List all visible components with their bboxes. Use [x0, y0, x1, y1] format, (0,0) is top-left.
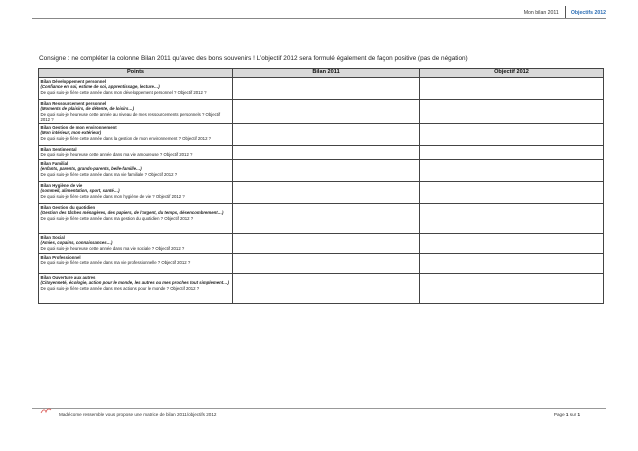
row-question: De quoi suis-je heureuse cette année dans ma vie amoureuse ? Objectif 2012 ?: [40, 152, 193, 157]
header-title: Mon bilan 2011: [523, 10, 559, 16]
table-row: [39, 100, 604, 124]
bilan-cell[interactable]: [233, 124, 420, 146]
points-cell: [39, 100, 233, 124]
header-subtitle: Objectifs 2012: [565, 6, 606, 19]
row-subtitle: (Gestion des tâches ménagères, des papiers, de l’argent, du temps, désencombrement…): [40, 210, 224, 215]
points-cell: [39, 254, 233, 274]
points-cell: [39, 146, 233, 160]
points-cell: [39, 204, 233, 234]
row-question: De quoi suis-je fière cette année dans la gestion de mon environnement ? Objectif 2012 ?: [40, 135, 212, 141]
table-row: [39, 204, 604, 234]
brand-logo-icon: [40, 407, 52, 415]
row-title: Bilan Sentimental: [40, 146, 77, 152]
bilan-cell[interactable]: [233, 182, 420, 204]
bilan-cell[interactable]: [233, 146, 420, 160]
table-row: [39, 254, 604, 274]
header-divider: [32, 18, 606, 19]
table-row: [39, 182, 604, 204]
table-row: [39, 124, 604, 146]
instruction-text: Consigne : ne compléter la colonne Bilan 2011 qu’avec des bons souvenirs ! L’objectif 2012 sera formulé également de façon positive (pas de négation): [39, 55, 468, 62]
column-header-points: Points: [39, 69, 233, 78]
column-header-objectif: Objectif 2012: [420, 69, 604, 78]
table-row: [39, 160, 604, 182]
column-header-bilan: Bilan 2011: [233, 69, 420, 78]
points-cell: [39, 78, 233, 100]
row-question: De quoi suis-je heureuse cette année au niveau de mes ressourcements personnels ? Objectif 2012 ?: [40, 111, 221, 122]
row-title: Bilan Familial: [40, 160, 69, 166]
bilan-cell[interactable]: [233, 160, 420, 182]
objectif-cell[interactable]: [420, 100, 604, 124]
row-question: De quoi suis-je fière cette année dans mes actions pour le monde ? Objectif 2012 ?: [40, 285, 200, 291]
points-cell: [39, 274, 233, 304]
bilan-cell[interactable]: [233, 100, 420, 124]
row-title: Bilan Hygiène de vie: [40, 182, 83, 188]
row-question: De quoi suis-je fière cette année dans mon hygiène de vie ? Objectif 2012 ?: [40, 193, 185, 199]
row-subtitle: (Amies, copains, connaissances…): [40, 240, 113, 245]
row-subtitle: (Mon intérieur, mon extérieur): [40, 130, 102, 135]
objectif-cell[interactable]: [420, 124, 604, 146]
row-title: Bilan Gestion de mon environnement: [40, 124, 117, 130]
bilan-cell[interactable]: [233, 78, 420, 100]
objectif-cell[interactable]: [420, 254, 604, 274]
row-subtitle: (Confiance en soi, estime de soi, apprentissage, lecture…): [40, 84, 160, 89]
points-cell: [39, 160, 233, 182]
bilan-table: [38, 68, 604, 304]
table-row: [39, 274, 604, 304]
row-question: De quoi suis-je fière cette année dans ma gestion du quotidien ? Objectif 2012 ?: [40, 215, 194, 221]
row-subtitle: (enfants, parents, grands-parents, belle-famille…): [40, 166, 142, 171]
footer-divider: [32, 408, 606, 409]
row-title: Bilan Social: [40, 234, 65, 240]
bilan-cell[interactable]: [233, 274, 420, 304]
row-title: Bilan Ouverture aux autres: [40, 274, 96, 280]
table-header-row: [39, 69, 604, 78]
points-cell: [39, 124, 233, 146]
row-title: Bilan Professionnel: [40, 254, 81, 260]
table-row: [39, 78, 604, 100]
points-cell: [39, 182, 233, 204]
page-header: [524, 2, 606, 19]
bilan-cell[interactable]: [233, 204, 420, 234]
objectif-cell[interactable]: [420, 160, 604, 182]
row-subtitle: (sommeil, alimentation, sport, santé…): [40, 188, 120, 193]
objectif-cell[interactable]: [420, 78, 604, 100]
footer-credit: Madécome ressemble vous propose une matrice de bilan 2011/objectifs 2012: [59, 412, 217, 417]
row-title: Bilan Développement personnel: [40, 78, 106, 84]
row-subtitle: (Citoyenneté, écologie, action pour le monde, les autres ou mes proches tout simplement…): [40, 280, 229, 285]
objectif-cell[interactable]: [420, 182, 604, 204]
objectif-cell[interactable]: [420, 204, 604, 234]
row-question: De quoi suis-je fière cette année dans ma vie familiale ? Objectif 2012 ?: [40, 171, 178, 177]
row-subtitle: (Moments de plaisirs, de détente, de loisirs…): [40, 106, 135, 111]
row-title: Bilan Ressourcement personnel: [40, 100, 107, 106]
bilan-cell[interactable]: [233, 254, 420, 274]
objectif-cell[interactable]: [420, 274, 604, 304]
objectif-cell[interactable]: [420, 234, 604, 254]
bilan-cell[interactable]: [233, 234, 420, 254]
table-row: [39, 234, 604, 254]
row-question: De quoi suis-je fière cette année dans mon développement personnel ? Objectif 2012 ?: [40, 89, 207, 95]
row-question: De quoi suis-je fière cette année dans ma vie professionnelle ? Objectif 2012 ?: [40, 260, 191, 265]
row-title: Bilan Gestion du quotidien: [40, 204, 96, 210]
page-number: Page 1 sur 1: [553, 412, 580, 417]
row-question: De quoi suis-je heureuse cette année dans ma vie sociale ? Objectif 2012 ?: [40, 245, 185, 251]
points-cell: [39, 234, 233, 254]
table-row: [39, 146, 604, 160]
objectif-cell[interactable]: [420, 146, 604, 160]
